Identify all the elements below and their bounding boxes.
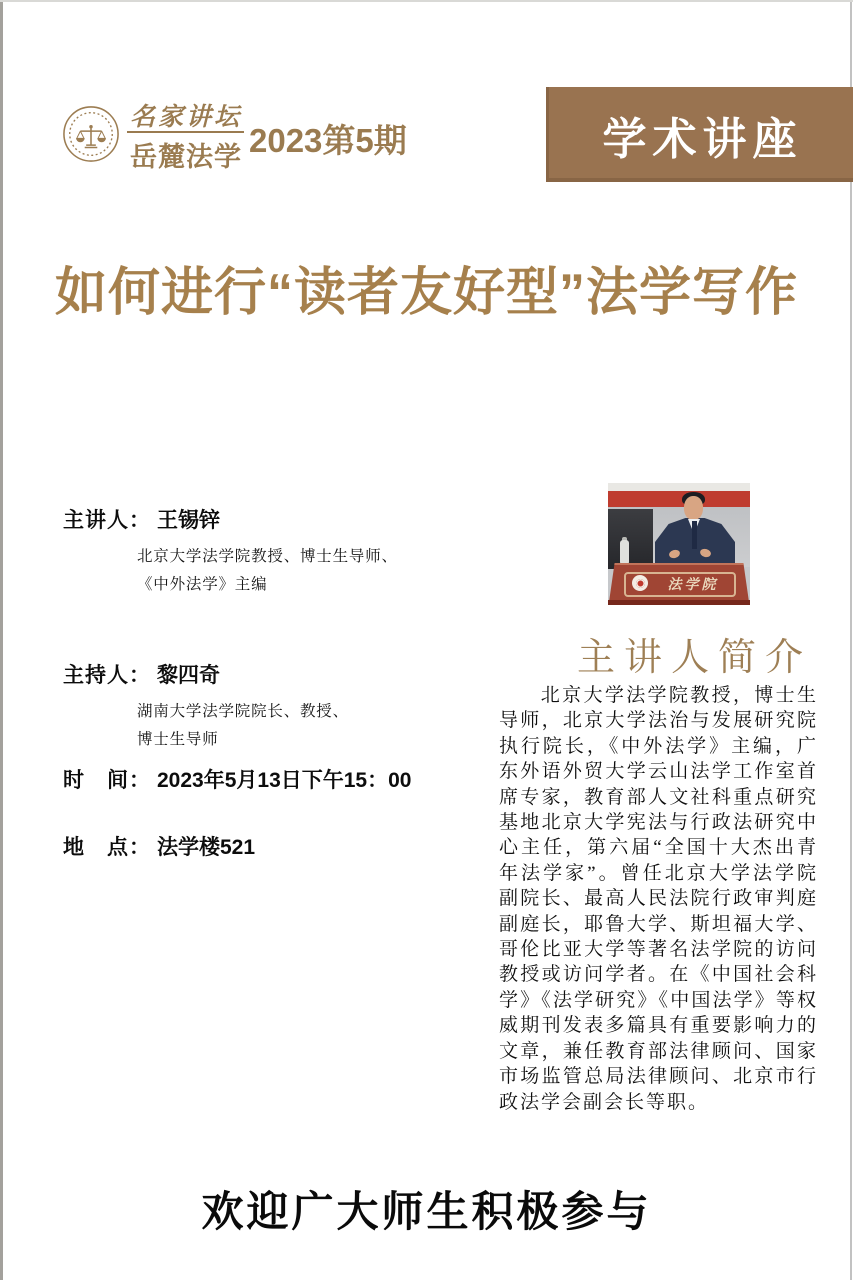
speaker-bio: 北京大学法学院教授，博士生导师，北京大学法治与发展研究院执行院长，《中外法学》主编，广东外语外贸大学云山法学工作室首席专家，教育部人文社科重点研究基地北京大学宪法与行政法研究中心主任，第六届“全国十大杰出青年法学家”。曾任北京大学法学院副院长、最高人民法院行政审判庭副庭长，耶鲁大学、斯坦福大学、哥伦比亚大学等著名法学院的访问教授或访问学者。在《中国社会科学》《法学研究》《中国法学》等权威期刊发表多篇具有重要影响力的文章，兼任教育部法律顾问、国家市场监管总局法律顾问、北京市行政法学会副会长等职。 xyxy=(499,685,818,1113)
host-description xyxy=(137,698,467,754)
host-label: 主持人： xyxy=(63,664,151,687)
time-label: 时 间： xyxy=(63,769,151,792)
speaker-photo xyxy=(608,483,750,605)
speaker-description xyxy=(137,543,467,599)
water-bottle xyxy=(620,540,629,565)
right-edge-artifact xyxy=(850,0,852,1280)
speaker-desc-line: 北京大学法学院教授、博士生导师、 xyxy=(137,548,398,565)
footer-slogan: 欢迎广大师生积极参与 xyxy=(201,1188,652,1235)
banner-label: 学术讲座 xyxy=(602,114,803,164)
photo-red-stripe xyxy=(608,491,750,507)
photo-wall-top xyxy=(608,483,750,491)
speaker-name: 王锡锌 xyxy=(157,509,220,532)
speaker-row xyxy=(63,504,220,534)
podium-emblem-icon xyxy=(632,575,648,591)
podium-text: 法学院 xyxy=(667,578,719,593)
top-edge-artifact xyxy=(0,0,853,2)
venue-value: 法学楼521 xyxy=(157,836,256,859)
issue-number: 2023第5期 xyxy=(249,122,407,159)
speaker-tie xyxy=(692,521,697,549)
host-row xyxy=(63,659,220,689)
venue-row xyxy=(63,831,255,861)
podium-base xyxy=(608,600,750,605)
profile-heading: 主讲人简介 xyxy=(576,637,812,679)
lecture-banner xyxy=(546,87,853,182)
speaker-face xyxy=(684,496,703,520)
venue-label: 地 点： xyxy=(63,836,151,859)
left-edge-artifact xyxy=(0,0,3,1280)
photo-dark-panel xyxy=(608,509,653,569)
host-name: 黎四奇 xyxy=(157,664,220,687)
series-title: 名家讲坛 xyxy=(129,104,242,131)
host-desc-line: 湖南大学法学院院长、教授、 xyxy=(137,703,349,720)
logo-divider xyxy=(127,131,244,133)
time-value: 2023年5月13日下午15：00 xyxy=(157,769,412,792)
time-row xyxy=(63,764,411,794)
poster-title: 如何进行“读者友好型”法学写作 xyxy=(54,264,798,322)
speaker-desc-line: 《中外法学》主编 xyxy=(137,576,268,593)
speaker-label: 主讲人： xyxy=(63,509,151,532)
series-subtitle: 岳麓法学 xyxy=(130,142,242,172)
scales-of-justice-seal-icon xyxy=(62,105,120,163)
host-desc-line: 博士生导师 xyxy=(137,731,219,748)
